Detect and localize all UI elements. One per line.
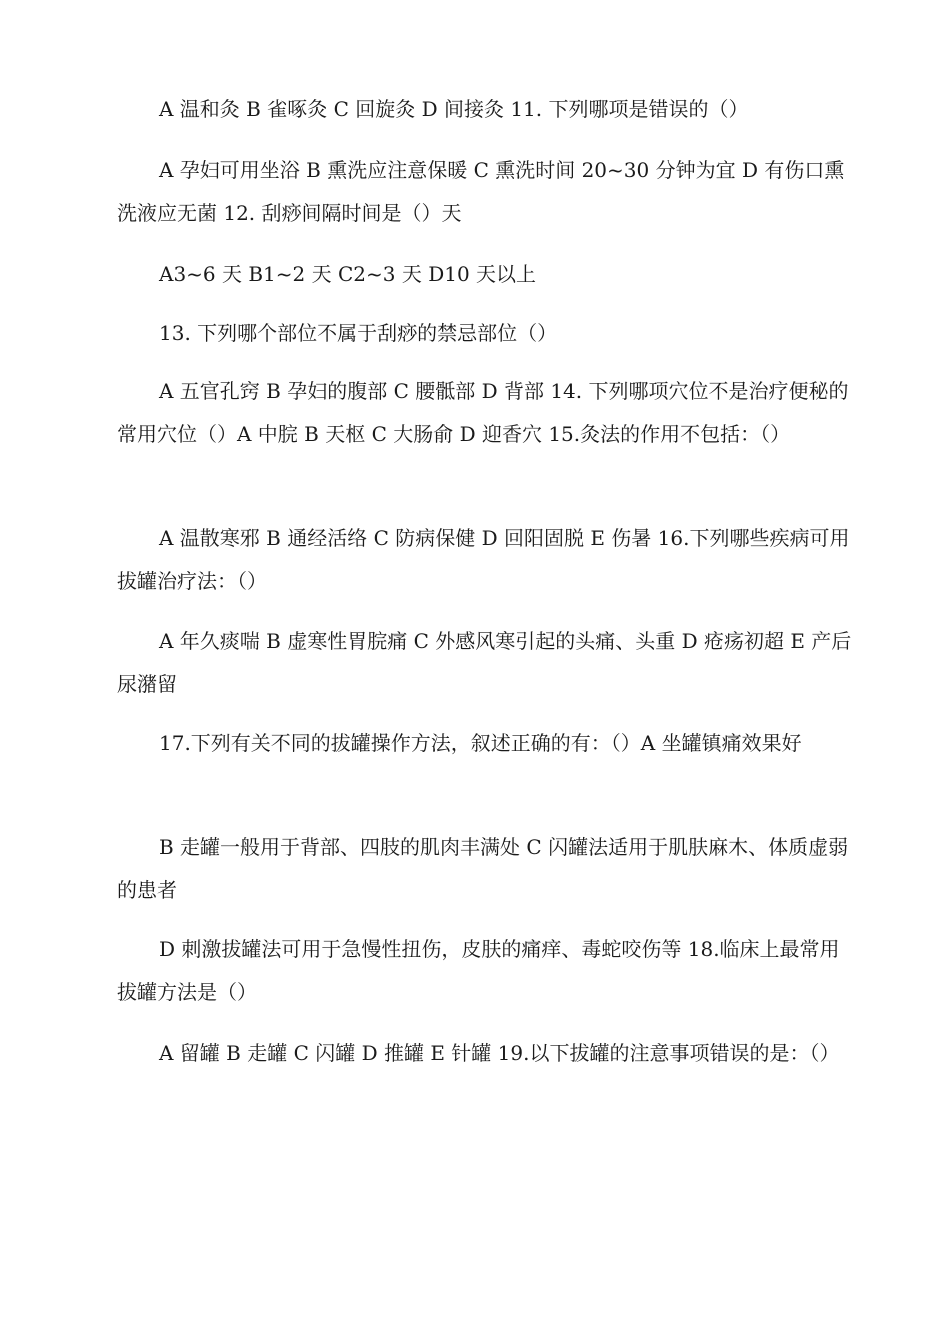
paragraph-10-text: D 刺激拔罐法可用于急慢性扭伤，皮肤的痛痒、毒蛇咬伤等 18.临床上最常用拔罐方法是（） bbox=[117, 937, 840, 1004]
paragraph-3-text: A3~6 天 B1~2 天 C2~3 天 D10 天以上 bbox=[159, 262, 537, 286]
paragraph-2 bbox=[117, 149, 857, 235]
paragraph-4 bbox=[117, 312, 857, 355]
paragraph-1-text: A 温和灸 B 雀啄灸 C 回旋灸 D 间接灸 11. 下列哪项是错误的（） bbox=[159, 97, 749, 121]
paragraph-6 bbox=[117, 517, 857, 603]
paragraph-2-text: A 孕妇可用坐浴 B 熏洗应注意保暖 C 熏洗时间 20~30 分钟为宜 D 有伤口熏洗液应无菌 12. 刮痧间隔时间是（）天 bbox=[117, 158, 845, 225]
paragraph-7-text: A 年久痰喘 B 虚寒性胃脘痛 C 外感风寒引起的头痛、头重 D 疮疡初超 E 产后尿潴留 bbox=[117, 629, 852, 696]
paragraph-5-text: A 五官孔窍 B 孕妇的腹部 C 腰骶部 D 背部 14. 下列哪项穴位不是治疗便秘的常用穴位（）A 中脘 B 天枢 C 大肠俞 D 迎香穴 15.灸法的作用不包括：（） bbox=[117, 379, 849, 446]
paragraph-4-text: 13. 下列哪个部位不属于刮痧的禁忌部位（） bbox=[159, 321, 558, 345]
paragraph-11 bbox=[117, 1032, 857, 1075]
paragraph-1 bbox=[117, 88, 857, 131]
paragraph-8-text: 17.下列有关不同的拔罐操作方法，叙述正确的有：（）A 坐罐镇痛效果好 bbox=[159, 731, 802, 755]
paragraph-6-text: A 温散寒邪 B 通经活络 C 防病保健 D 回阳固脱 E 伤暑 16.下列哪些疾病可用拔罐治疗法：（） bbox=[117, 526, 850, 593]
paragraph-9-text: B 走罐一般用于背部、四肢的肌肉丰满处 C 闪罐法适用于肌肤麻木、体质虚弱的患者 bbox=[117, 835, 849, 902]
paragraph-8 bbox=[117, 722, 857, 765]
paragraph-5 bbox=[117, 370, 857, 456]
paragraph-10 bbox=[117, 928, 857, 1014]
paragraph-7 bbox=[117, 620, 857, 706]
paragraph-3 bbox=[117, 253, 857, 296]
paragraph-9 bbox=[117, 826, 857, 912]
paragraph-11-text: A 留罐 B 走罐 C 闪罐 D 推罐 E 针罐 19.以下拔罐的注意事项错误的是：（） bbox=[159, 1041, 840, 1065]
